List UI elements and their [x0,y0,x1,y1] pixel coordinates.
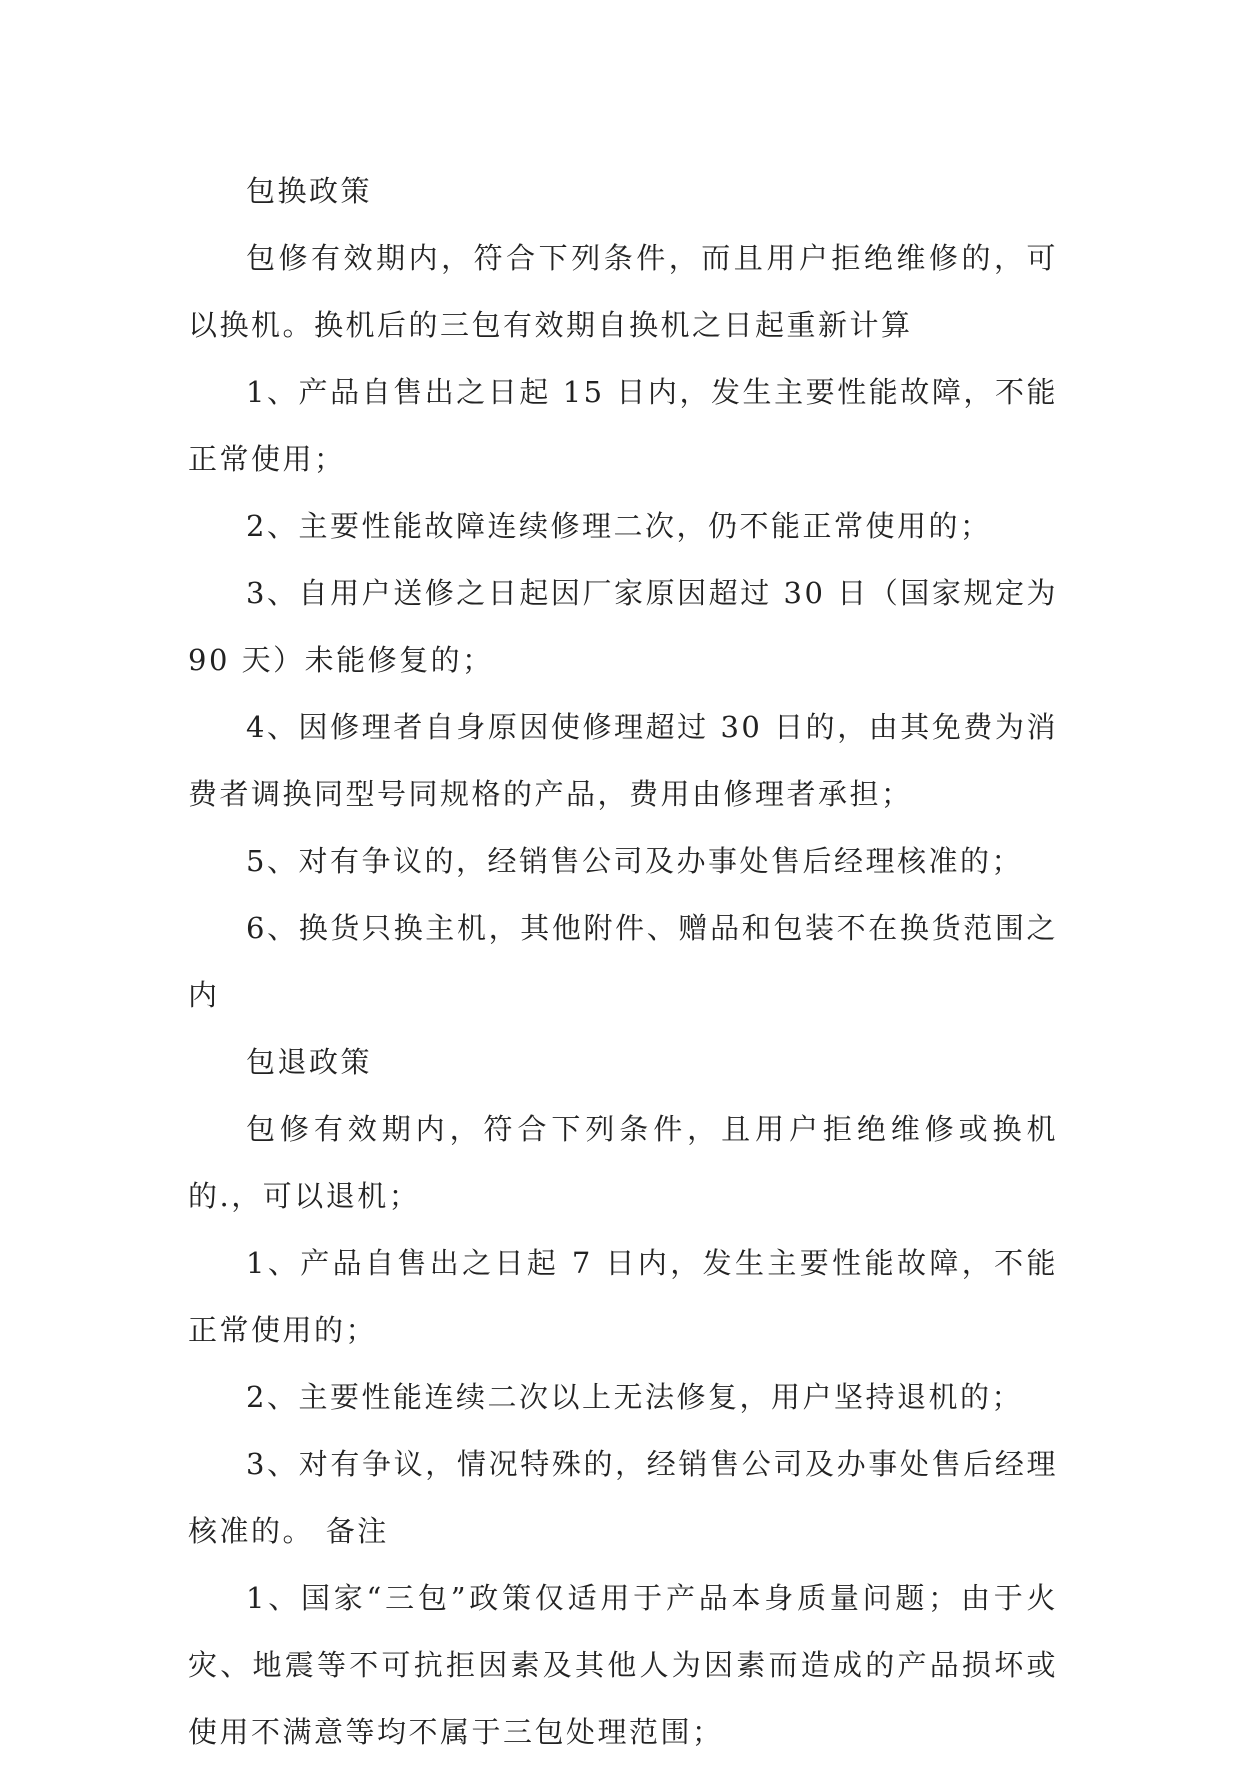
exchange-item-4: 4、因修理者自身原因使修理超过 30 日的，由其免费为消费者调换同型号同规格的产品，费用由修理者承担； [188,710,1058,811]
section-heading-exchange: 包换政策 [246,174,373,208]
exchange-item-6: 6、换货只换主机，其他附件、赠品和包装不在换货范围之内 [188,911,1058,1012]
section-heading-return: 包退政策 [246,1045,373,1079]
document-page [188,158,1058,1766]
return-intro-paragraph: 包修有效期内，符合下列条件，且用户拒绝维修或换机的.，可以退机； [188,1112,1058,1213]
exchange-item-3: 3、自用户送修之日起因厂家原因超过 30 日（国家规定为 90 天）未能修复的； [188,576,1058,677]
return-item-1: 1、产品自售出之日起 7 日内，发生主要性能故障，不能正常使用的； [188,1246,1058,1347]
return-item-2: 2、主要性能连续二次以上无法修复，用户坚持退机的； [246,1380,1023,1414]
exchange-item-5: 5、对有争议的，经销售公司及办事处售后经理核准的； [246,844,1023,878]
note-item-1: 1、国家“三包”政策仅适用于产品本身质量问题；由于火灾、地震等不可抗拒因素及其他人为因素而造成的产品损坏或使用不满意等均不属于三包处理范围； [188,1581,1058,1749]
return-item-3: 3、对有争议，情况特殊的，经销售公司及办事处售后经理核准的。 备注 [188,1447,1058,1548]
exchange-intro-paragraph: 包修有效期内，符合下列条件，而且用户拒绝维修的，可以换机。换机后的三包有效期自换机之日起重新计算 [188,241,1058,342]
exchange-item-2: 2、主要性能故障连续修理二次，仍不能正常使用的； [246,509,992,543]
exchange-item-1: 1、产品自售出之日起 15 日内，发生主要性能故障，不能正常使用； [188,375,1058,476]
